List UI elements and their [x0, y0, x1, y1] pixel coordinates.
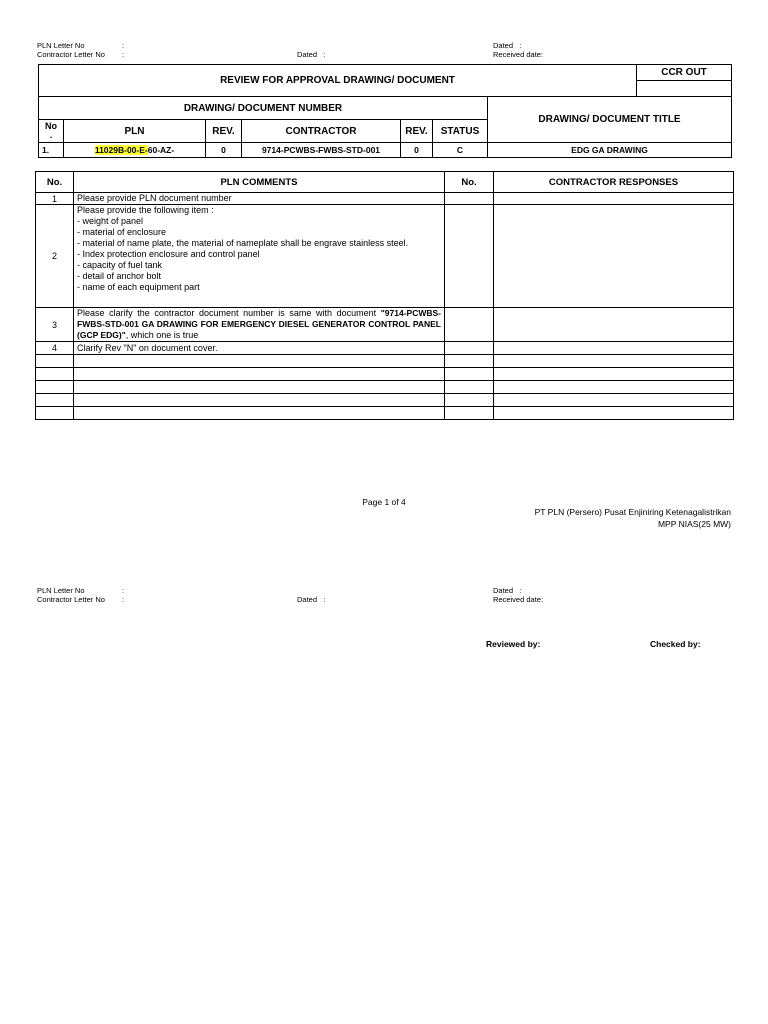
comment-text: Please provide PLN document number	[74, 193, 445, 205]
doc-title-header: DRAWING/ DOCUMENT TITLE	[488, 97, 732, 143]
comments-col-no2: No.	[445, 172, 494, 193]
received-date-label: Received date:	[493, 50, 544, 59]
table-row	[36, 205, 734, 308]
table-row-empty	[36, 355, 734, 368]
response-no	[445, 308, 494, 342]
received-date-label-p2: Received date:	[493, 595, 544, 604]
row-status: C	[433, 143, 488, 158]
contractor-letter-no-colon: :	[122, 50, 125, 59]
col-rev2-header: REV.	[401, 120, 433, 143]
row-contractor-number: 9714-PCWBS-FWBS-STD-001	[242, 143, 401, 158]
review-title: REVIEW FOR APPROVAL DRAWING/ DOCUMENT	[39, 65, 637, 97]
col-no-header: No .	[39, 120, 64, 143]
doc-number-header: DRAWING/ DOCUMENT NUMBER	[39, 97, 488, 120]
row-rev2: 0	[401, 143, 433, 158]
col-pln-header: PLN	[64, 120, 206, 143]
comments-col-no: No.	[36, 172, 74, 193]
col-rev-header: REV.	[206, 120, 242, 143]
row-no: 1.	[39, 143, 64, 158]
response-no	[445, 342, 494, 355]
response-no	[445, 193, 494, 205]
table-row-empty	[36, 394, 734, 407]
pln-letter-no-label: PLN Letter No	[37, 41, 85, 50]
col-contractor-header: CONTRACTOR	[242, 120, 401, 143]
dated-label-right: Dated :	[493, 41, 522, 50]
table-row-empty	[36, 368, 734, 381]
reviewed-by-label: Reviewed by:	[486, 639, 541, 649]
comments-col-contractor-responses: CONTRACTOR RESPONSES	[494, 172, 734, 193]
response-text	[494, 205, 734, 308]
table-row-empty	[36, 407, 734, 420]
contractor-letter-no-colon-p2: :	[122, 595, 125, 604]
pln-highlight: 11029B-00-E-	[94, 145, 148, 155]
response-text	[494, 308, 734, 342]
ccr-out-label: CCR OUT	[637, 65, 732, 81]
company-name: PT PLN (Persero) Pusat Enjiniring Ketenagalistrikan	[534, 507, 731, 517]
col-status-header: STATUS	[433, 120, 488, 143]
comment-no: 2	[36, 205, 74, 308]
row-pln-number: 11029B-00-E-60-AZ-	[64, 143, 206, 158]
table-row	[36, 193, 734, 205]
row-rev: 0	[206, 143, 242, 158]
table-row	[36, 308, 734, 342]
dated-label-mid: Dated :	[297, 50, 326, 59]
row-doc-title: EDG GA DRAWING	[488, 143, 732, 158]
ccr-out-value	[637, 81, 732, 97]
table-row	[36, 342, 734, 355]
table-row-empty	[36, 381, 734, 394]
comment-no: 3	[36, 308, 74, 342]
dated-label-right-p2: Dated :	[493, 586, 522, 595]
dated-label-mid-p2: Dated :	[297, 595, 326, 604]
contractor-letter-no-label: Contractor Letter No	[37, 50, 105, 59]
comment-text: Please clarify the contractor document number is same with document "9714-PCWBS-FWBS-STD-001 GA DRAWING FOR EMERGENCY DIESEL GENERATOR CONTROL PANEL (GCP EDG)", which one is true	[74, 308, 445, 342]
title-block-table	[38, 64, 732, 158]
page-number: Page 1 of 4	[362, 497, 406, 507]
comment-text: Please provide the following item : - weight of panel - material of enclosure - material of name plate, the material of nameplate shall be engrave stainless steel. - Index protection enclosure and control panel - capacity of fuel tank - detail of anchor bolt - name of each equipment part	[74, 205, 445, 308]
response-no	[445, 205, 494, 308]
pln-letter-no-label-p2: PLN Letter No	[37, 586, 85, 595]
comment-text: Clarify Rev "N" on document cover.	[74, 342, 445, 355]
comments-table	[35, 171, 734, 420]
comment-no: 4	[36, 342, 74, 355]
comment-no: 1	[36, 193, 74, 205]
project-name: MPP NIAS(25 MW)	[657, 519, 731, 529]
response-text	[494, 193, 734, 205]
response-text	[494, 342, 734, 355]
pln-letter-no-colon-p2: :	[122, 586, 125, 595]
contractor-letter-no-label-p2: Contractor Letter No	[37, 595, 105, 604]
pln-letter-no-colon: :	[122, 41, 125, 50]
checked-by-label: Checked by:	[650, 639, 701, 649]
comments-col-pln-comments: PLN COMMENTS	[74, 172, 445, 193]
